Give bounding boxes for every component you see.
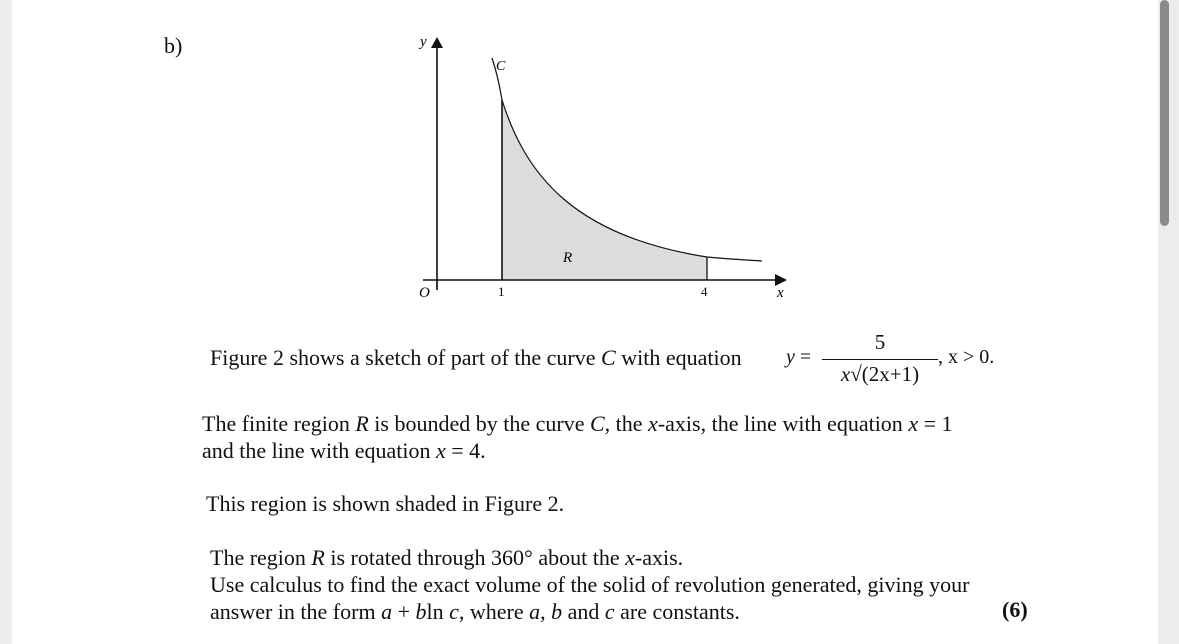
question-task: The region R is rotated through 360° about the x-axis. Use calculus to find the exact volume of the solid of revolution generated, giving your answer in the form a + bln c, where a, b and c are constants. (210, 545, 970, 624)
curve-label: C (496, 59, 506, 74)
tick-label-4: 4 (701, 284, 708, 299)
y-axis-arrow (431, 37, 443, 48)
origin-label: O (419, 285, 430, 301)
equation-domain: , x > 0. (938, 346, 995, 368)
x-axis-label: x (777, 285, 784, 301)
document-page (12, 0, 1158, 644)
figure-description: Figure 2 shows a sketch of part of the curve C with equation (210, 345, 742, 370)
region-label: R (563, 250, 573, 266)
tick-label-1: 1 (498, 284, 505, 299)
y-axis-label: y (420, 34, 427, 50)
part-label: b) (164, 33, 183, 58)
scrollbar-thumb[interactable] (1160, 0, 1169, 226)
marks-label: (6) (1002, 597, 1028, 622)
figure-2 (397, 28, 807, 308)
region-description: The finite region R is bounded by the curve C, the x-axis, the line with equation x = 1 and the line with equation x = 4. (202, 411, 953, 463)
fraction-numerator: 5 (874, 330, 886, 354)
shaded-note: This region is shown shaded in Figure 2. (206, 491, 565, 516)
equation-lhs: y = (786, 346, 812, 368)
shaded-region-r (502, 100, 707, 280)
fraction-denominator: x√(2x+1) (840, 362, 920, 386)
equation-fraction (822, 330, 938, 387)
